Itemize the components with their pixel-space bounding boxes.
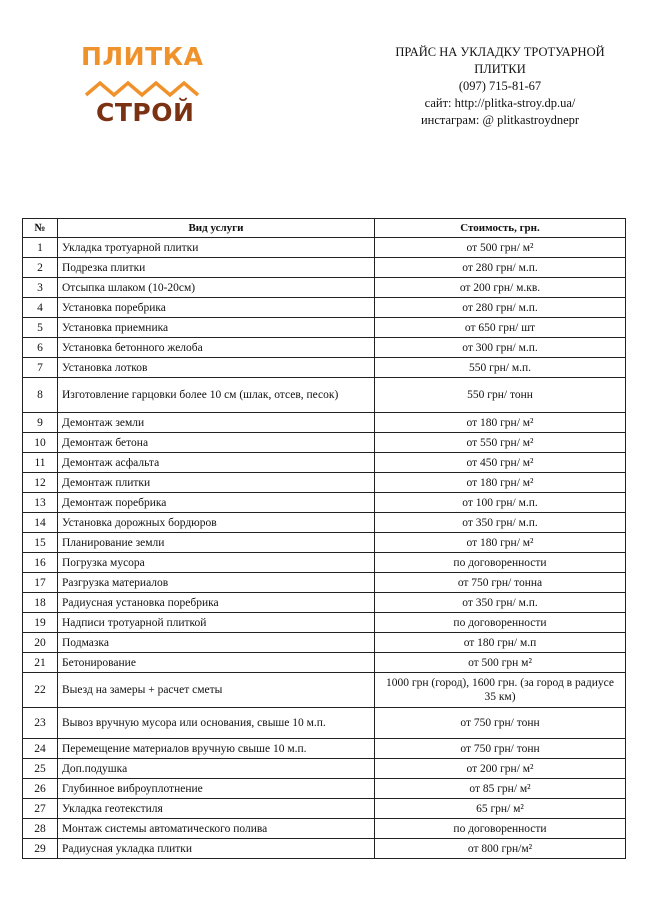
row-service: Демонтаж поребрика	[58, 493, 375, 513]
row-number: 27	[23, 799, 58, 819]
row-service: Перемещение материалов вручную свыше 10 м.п.	[58, 739, 375, 759]
row-number: 7	[23, 358, 58, 378]
row-number: 9	[23, 413, 58, 433]
table-row	[23, 338, 626, 358]
row-number: 6	[23, 338, 58, 358]
row-number: 20	[23, 633, 58, 653]
phone-number: (097) 715-81-67	[458, 79, 542, 93]
row-service: Монтаж системы автоматического полива	[58, 819, 375, 839]
table-row	[23, 433, 626, 453]
company-logo	[78, 42, 228, 138]
table-row	[23, 318, 626, 338]
instagram-handle: инстаграм: @ plitkastroydnepr	[420, 113, 580, 127]
row-price: от 200 грн/ м²	[375, 759, 626, 779]
row-price: по договоренности	[375, 613, 626, 633]
row-number: 5	[23, 318, 58, 338]
table-row	[23, 533, 626, 553]
table-row	[23, 779, 626, 799]
row-service: Погрузка мусора	[58, 553, 375, 573]
row-service: Разгрузка материалов	[58, 573, 375, 593]
row-number: 16	[23, 553, 58, 573]
row-price: от 350 грн/ м.п.	[375, 513, 626, 533]
row-price: от 500 грн/ м²	[375, 238, 626, 258]
table-row	[23, 278, 626, 298]
row-number: 15	[23, 533, 58, 553]
row-price: 550 грн/ тонн	[375, 378, 626, 413]
row-price: от 500 грн м²	[375, 653, 626, 673]
row-price: от 180 грн/ м.п	[375, 633, 626, 653]
row-number: 24	[23, 739, 58, 759]
table-row	[23, 759, 626, 779]
row-price: по договоренности	[375, 819, 626, 839]
table-row	[23, 708, 626, 739]
logo-bottom-text: СТРОЙ	[96, 98, 195, 127]
table-row	[23, 839, 626, 859]
row-service: Выезд на замеры + расчет сметы	[58, 673, 375, 708]
table-row	[23, 513, 626, 533]
row-service: Демонтаж бетона	[58, 433, 375, 453]
row-number: 29	[23, 839, 58, 859]
logo-top-text: ПЛИТКА	[81, 42, 204, 71]
table-row	[23, 473, 626, 493]
row-price: от 750 грн/ тонн	[375, 708, 626, 739]
table-header-row	[23, 219, 626, 238]
table-row	[23, 553, 626, 573]
row-price: от 650 грн/ шт	[375, 318, 626, 338]
row-service: Подмазка	[58, 633, 375, 653]
title-line-2: ПЛИТКИ	[474, 62, 526, 76]
row-number: 18	[23, 593, 58, 613]
row-price: от 100 грн/ м.п.	[375, 493, 626, 513]
table-row	[23, 298, 626, 318]
row-service: Изготовление гарцовки более 10 см (шлак, отсев, песок)	[58, 378, 375, 413]
row-service: Установка поребрика	[58, 298, 375, 318]
row-price: по договоренности	[375, 553, 626, 573]
table-row	[23, 493, 626, 513]
header-price: Стоимость, грн.	[375, 219, 626, 238]
row-price: 550 грн/ м.п.	[375, 358, 626, 378]
row-number: 28	[23, 819, 58, 839]
row-price: от 280 грн/ м.п.	[375, 258, 626, 278]
row-price: 65 грн/ м²	[375, 799, 626, 819]
row-service: Демонтаж земли	[58, 413, 375, 433]
row-number: 17	[23, 573, 58, 593]
row-number: 25	[23, 759, 58, 779]
row-price: от 300 грн/ м.п.	[375, 338, 626, 358]
table-row	[23, 653, 626, 673]
row-service: Глубинное виброуплотнение	[58, 779, 375, 799]
row-number: 4	[23, 298, 58, 318]
row-service: Отсыпка шлаком (10-20см)	[58, 278, 375, 298]
row-service: Укладка тротуарной плитки	[58, 238, 375, 258]
table-row	[23, 673, 626, 708]
row-price: от 180 грн/ м²	[375, 533, 626, 553]
row-number: 11	[23, 453, 58, 473]
price-table	[22, 218, 626, 859]
row-number: 13	[23, 493, 58, 513]
table-row	[23, 819, 626, 839]
row-price: от 200 грн/ м.кв.	[375, 278, 626, 298]
row-service: Подрезка плитки	[58, 258, 375, 278]
row-service: Укладка геотекстиля	[58, 799, 375, 819]
row-number: 23	[23, 708, 58, 739]
row-price: от 550 грн/ м²	[375, 433, 626, 453]
row-service: Демонтаж асфальта	[58, 453, 375, 473]
row-price: от 750 грн/ тонн	[375, 739, 626, 759]
row-number: 1	[23, 238, 58, 258]
row-number: 22	[23, 673, 58, 708]
table-row	[23, 593, 626, 613]
table-row	[23, 238, 626, 258]
price-header	[375, 44, 625, 129]
table-row	[23, 799, 626, 819]
row-service: Бетонирование	[58, 653, 375, 673]
logo-zigzag-icon	[84, 77, 204, 99]
table-row	[23, 573, 626, 593]
row-price: от 180 грн/ м²	[375, 413, 626, 433]
table-row	[23, 413, 626, 433]
row-service: Установка приемника	[58, 318, 375, 338]
table-row	[23, 378, 626, 413]
row-service: Планирование земли	[58, 533, 375, 553]
row-number: 8	[23, 378, 58, 413]
row-price: от 350 грн/ м.п.	[375, 593, 626, 613]
table-row	[23, 258, 626, 278]
table-row	[23, 613, 626, 633]
row-number: 10	[23, 433, 58, 453]
row-price: от 450 грн/ м²	[375, 453, 626, 473]
row-price: 1000 грн (город), 1600 грн. (за город в радиусе 35 км)	[375, 673, 626, 708]
row-service: Установка лотков	[58, 358, 375, 378]
row-service: Вывоз вручную мусора или основания, свыше 10 м.п.	[58, 708, 375, 739]
row-service: Доп.подушка	[58, 759, 375, 779]
row-service: Радиусная укладка плитки	[58, 839, 375, 859]
table-row	[23, 633, 626, 653]
row-price: от 800 грн/м²	[375, 839, 626, 859]
row-number: 3	[23, 278, 58, 298]
table-row	[23, 453, 626, 473]
row-service: Установка бетонного желоба	[58, 338, 375, 358]
row-number: 26	[23, 779, 58, 799]
site-link: сайт: http://plitka-stroy.dp.ua/	[424, 96, 576, 110]
row-service: Радиусная установка поребрика	[58, 593, 375, 613]
row-service: Установка дорожных бордюров	[58, 513, 375, 533]
title-line-1: ПРАЙС НА УКЛАДКУ ТРОТУАРНОЙ	[395, 45, 605, 59]
row-price: от 180 грн/ м²	[375, 473, 626, 493]
header-number: №	[23, 219, 58, 238]
row-price: от 750 грн/ тонна	[375, 573, 626, 593]
row-service: Надписи тротуарной плиткой	[58, 613, 375, 633]
row-number: 14	[23, 513, 58, 533]
table-row	[23, 739, 626, 759]
row-number: 2	[23, 258, 58, 278]
table-row	[23, 358, 626, 378]
row-price: от 85 грн/ м²	[375, 779, 626, 799]
row-number: 12	[23, 473, 58, 493]
row-number: 19	[23, 613, 58, 633]
header-service: Вид услуги	[58, 219, 375, 238]
row-number: 21	[23, 653, 58, 673]
row-price: от 280 грн/ м.п.	[375, 298, 626, 318]
row-service: Демонтаж плитки	[58, 473, 375, 493]
